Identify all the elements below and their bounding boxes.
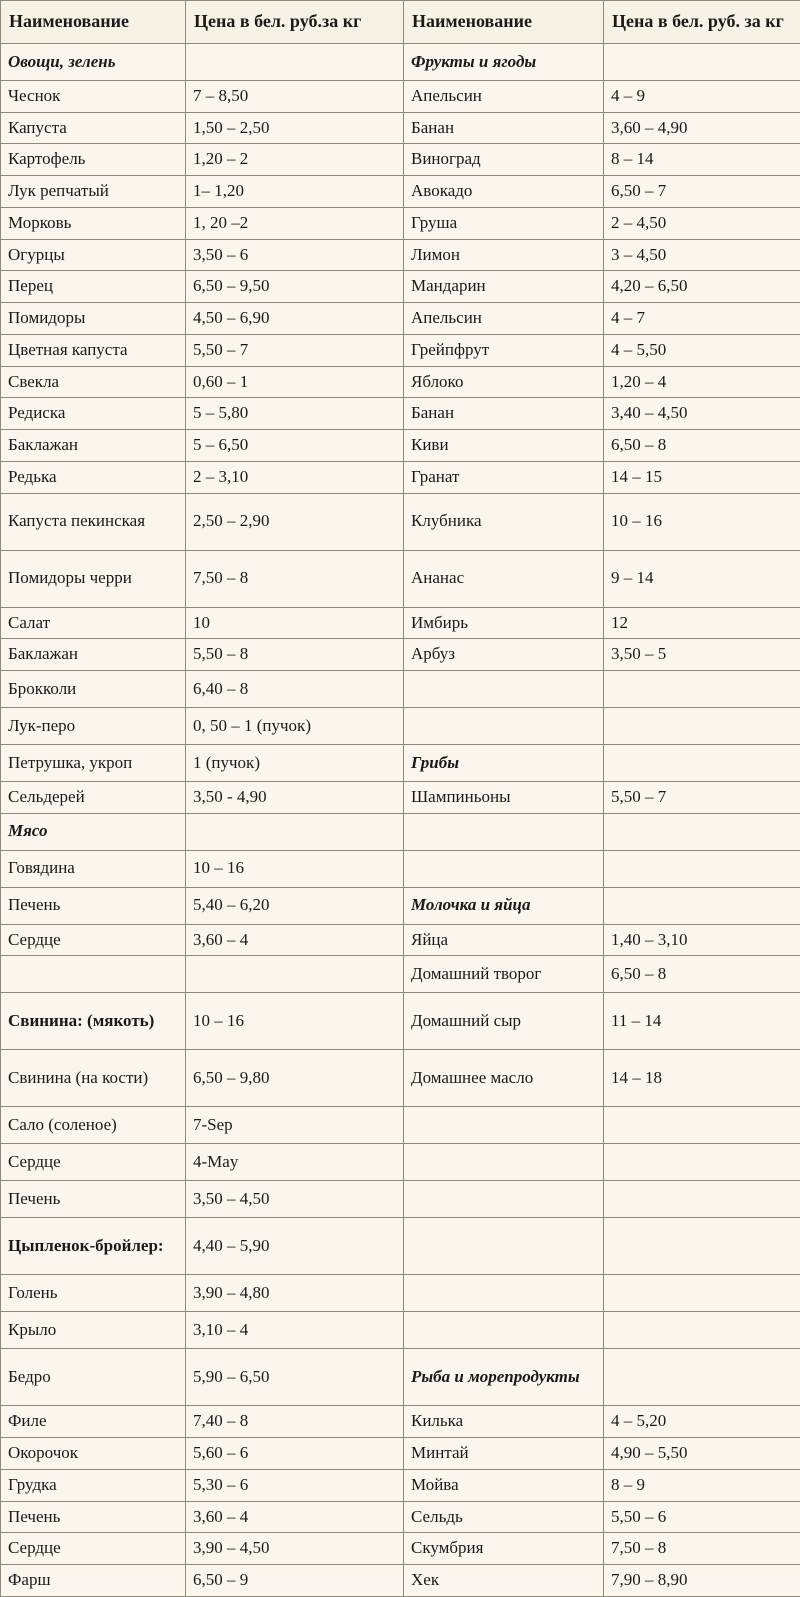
item-name-cell: Шампиньоны xyxy=(404,781,604,813)
item-name-cell: Лимон xyxy=(404,239,604,271)
table-row xyxy=(1,1181,800,1218)
item-name-cell: Свинина: (мякоть) xyxy=(1,993,186,1050)
item-price-cell: 3,90 – 4,80 xyxy=(186,1275,404,1312)
table-row xyxy=(1,176,800,208)
column-header-price-left: Цена в бел. руб.за кг xyxy=(186,1,404,44)
item-price-cell: 7,50 – 8 xyxy=(604,1533,800,1565)
item-name-cell: Клубника xyxy=(404,493,604,550)
section-header-cell: Грибы xyxy=(404,744,604,781)
item-name-cell: Лук репчатый xyxy=(1,176,186,208)
item-name-cell xyxy=(404,850,604,887)
table-row xyxy=(1,461,800,493)
item-name-cell: Цветная капуста xyxy=(1,334,186,366)
item-name-cell: Свекла xyxy=(1,366,186,398)
item-price-cell xyxy=(604,1107,800,1144)
item-price-cell: 4,90 – 5,50 xyxy=(604,1438,800,1470)
table-row xyxy=(1,334,800,366)
item-name-cell: Килька xyxy=(404,1406,604,1438)
item-name-cell: Чеснок xyxy=(1,80,186,112)
table-row xyxy=(1,887,800,924)
item-price-cell: 9 – 14 xyxy=(604,550,800,607)
item-price-cell: 7-Sep xyxy=(186,1107,404,1144)
item-price-cell: 5,50 – 6 xyxy=(604,1501,800,1533)
item-price-cell: 3,50 – 5 xyxy=(604,639,800,671)
item-name-cell: Сердце xyxy=(1,1144,186,1181)
item-price-cell: 10 xyxy=(186,607,404,639)
item-price-cell: 3,60 – 4,90 xyxy=(604,112,800,144)
table-row xyxy=(1,366,800,398)
item-name-cell: Свинина (на кости) xyxy=(1,1050,186,1107)
item-price-cell: 6,50 – 9 xyxy=(186,1565,404,1597)
item-name-cell xyxy=(404,1107,604,1144)
item-name-cell: Гранат xyxy=(404,461,604,493)
item-price-cell: 6,50 – 9,80 xyxy=(186,1050,404,1107)
item-price-cell xyxy=(604,1144,800,1181)
item-price-cell: 10 – 16 xyxy=(186,993,404,1050)
table-row xyxy=(1,1218,800,1275)
table-row xyxy=(1,303,800,335)
item-name-cell: Огурцы xyxy=(1,239,186,271)
item-name-cell: Домашний творог xyxy=(404,956,604,993)
table-body xyxy=(1,43,800,1596)
item-price-cell: 4 – 9 xyxy=(604,80,800,112)
item-price-cell: 1,20 – 2 xyxy=(186,144,404,176)
item-name-cell: Сало (соленое) xyxy=(1,1107,186,1144)
item-name-cell: Авокадо xyxy=(404,176,604,208)
item-price-cell: 7,50 – 8 xyxy=(186,550,404,607)
item-name-cell: Баклажан xyxy=(1,639,186,671)
item-name-cell: Помидоры черри xyxy=(1,550,186,607)
table-row xyxy=(1,813,800,850)
item-price-cell: 3 – 4,50 xyxy=(604,239,800,271)
table-row xyxy=(1,1565,800,1597)
item-name-cell: Лук-перо xyxy=(1,707,186,744)
item-name-cell: Морковь xyxy=(1,207,186,239)
item-name-cell: Салат xyxy=(1,607,186,639)
table-row xyxy=(1,850,800,887)
item-price-cell: 1,50 – 2,50 xyxy=(186,112,404,144)
item-name-cell: Ананас xyxy=(404,550,604,607)
item-price-cell xyxy=(604,707,800,744)
item-price-cell: 3,10 – 4 xyxy=(186,1312,404,1349)
item-name-cell: Капуста пекинская xyxy=(1,493,186,550)
item-name-cell: Картофель xyxy=(1,144,186,176)
item-name-cell xyxy=(404,1275,604,1312)
item-price-cell xyxy=(604,1312,800,1349)
item-price-cell xyxy=(604,887,800,924)
item-price-cell: 6,50 – 7 xyxy=(604,176,800,208)
item-price-cell: 2,50 – 2,90 xyxy=(186,493,404,550)
item-name-cell: Домашний сыр xyxy=(404,993,604,1050)
item-name-cell: Сельдерей xyxy=(1,781,186,813)
item-price-cell: 14 – 18 xyxy=(604,1050,800,1107)
table-row xyxy=(1,271,800,303)
table-row xyxy=(1,1144,800,1181)
table-row xyxy=(1,1107,800,1144)
table-row xyxy=(1,993,800,1050)
table-row xyxy=(1,670,800,707)
item-price-cell: 4 – 7 xyxy=(604,303,800,335)
item-price-cell xyxy=(186,43,404,80)
item-name-cell: Баклажан xyxy=(1,430,186,462)
item-name-cell: Яйца xyxy=(404,924,604,956)
item-price-cell: 6,40 – 8 xyxy=(186,670,404,707)
item-price-cell xyxy=(604,1218,800,1275)
item-name-cell xyxy=(404,707,604,744)
table-row xyxy=(1,493,800,550)
item-price-cell: 14 – 15 xyxy=(604,461,800,493)
item-price-cell: 5,30 – 6 xyxy=(186,1469,404,1501)
item-price-cell: 6,50 – 8 xyxy=(604,956,800,993)
table-row xyxy=(1,1406,800,1438)
table-row xyxy=(1,1050,800,1107)
table-row xyxy=(1,1312,800,1349)
item-name-cell: Сердце xyxy=(1,1533,186,1565)
item-name-cell: Сердце xyxy=(1,924,186,956)
item-price-cell xyxy=(604,850,800,887)
item-price-cell: 4 – 5,20 xyxy=(604,1406,800,1438)
item-price-cell: 10 – 16 xyxy=(604,493,800,550)
item-name-cell xyxy=(404,1218,604,1275)
item-name-cell: Цыпленок-бройлер: xyxy=(1,1218,186,1275)
table-row xyxy=(1,924,800,956)
item-name-cell: Груша xyxy=(404,207,604,239)
item-price-cell: 4,50 – 6,90 xyxy=(186,303,404,335)
item-price-cell: 7,90 – 8,90 xyxy=(604,1565,800,1597)
table-row xyxy=(1,1469,800,1501)
item-price-cell: 1– 1,20 xyxy=(186,176,404,208)
item-price-cell: 5 – 5,80 xyxy=(186,398,404,430)
item-name-cell xyxy=(404,813,604,850)
item-name-cell: Яблоко xyxy=(404,366,604,398)
item-name-cell: Скумбрия xyxy=(404,1533,604,1565)
item-price-cell: 11 – 14 xyxy=(604,993,800,1050)
item-name-cell: Голень xyxy=(1,1275,186,1312)
item-name-cell xyxy=(1,956,186,993)
item-name-cell: Минтай xyxy=(404,1438,604,1470)
item-name-cell: Говядина xyxy=(1,850,186,887)
table-row xyxy=(1,781,800,813)
item-name-cell xyxy=(404,1312,604,1349)
table-row xyxy=(1,398,800,430)
item-price-cell: 2 – 4,50 xyxy=(604,207,800,239)
section-header-cell: Мясо xyxy=(1,813,186,850)
item-price-cell: 3,60 – 4 xyxy=(186,1501,404,1533)
item-name-cell: Крыло xyxy=(1,1312,186,1349)
header-row xyxy=(1,1,800,44)
item-price-cell: 7,40 – 8 xyxy=(186,1406,404,1438)
item-price-cell: 0, 50 – 1 (пучок) xyxy=(186,707,404,744)
item-price-cell: 5,60 – 6 xyxy=(186,1438,404,1470)
table-row xyxy=(1,744,800,781)
item-price-cell: 5 – 6,50 xyxy=(186,430,404,462)
item-name-cell: Печень xyxy=(1,1181,186,1218)
item-name-cell: Окорочок xyxy=(1,1438,186,1470)
table-row xyxy=(1,1501,800,1533)
item-price-cell: 8 – 9 xyxy=(604,1469,800,1501)
item-name-cell: Грудка xyxy=(1,1469,186,1501)
item-price-cell: 4 – 5,50 xyxy=(604,334,800,366)
column-header-name-left: Наименование xyxy=(1,1,186,44)
column-header-price-right: Цена в бел. руб. за кг xyxy=(604,1,800,44)
item-name-cell: Перец xyxy=(1,271,186,303)
table-row xyxy=(1,112,800,144)
item-price-cell xyxy=(604,670,800,707)
table-row xyxy=(1,144,800,176)
item-price-cell: 7 – 8,50 xyxy=(186,80,404,112)
item-name-cell xyxy=(404,670,604,707)
table-row xyxy=(1,550,800,607)
column-header-name-right: Наименование xyxy=(404,1,604,44)
item-price-cell xyxy=(604,1275,800,1312)
item-price-cell xyxy=(604,43,800,80)
item-name-cell: Банан xyxy=(404,398,604,430)
item-price-cell: 6,50 – 9,50 xyxy=(186,271,404,303)
item-price-cell: 5,50 – 7 xyxy=(604,781,800,813)
section-header-cell: Молочка и яйца xyxy=(404,887,604,924)
item-price-cell: 4-May xyxy=(186,1144,404,1181)
item-name-cell: Апельсин xyxy=(404,80,604,112)
item-price-cell: 3,50 - 4,90 xyxy=(186,781,404,813)
item-name-cell: Брокколи xyxy=(1,670,186,707)
item-price-cell: 5,90 – 6,50 xyxy=(186,1349,404,1406)
item-name-cell: Апельсин xyxy=(404,303,604,335)
item-price-cell xyxy=(604,1349,800,1406)
item-price-cell: 1,20 – 4 xyxy=(604,366,800,398)
item-price-cell: 5,50 – 8 xyxy=(186,639,404,671)
section-header-cell: Фрукты и ягоды xyxy=(404,43,604,80)
item-price-cell: 5,40 – 6,20 xyxy=(186,887,404,924)
item-price-cell xyxy=(186,956,404,993)
item-name-cell xyxy=(404,1181,604,1218)
item-name-cell: Филе xyxy=(1,1406,186,1438)
item-name-cell: Петрушка, укроп xyxy=(1,744,186,781)
item-name-cell: Печень xyxy=(1,1501,186,1533)
table-row xyxy=(1,1533,800,1565)
table-row xyxy=(1,1438,800,1470)
item-price-cell: 3,60 – 4 xyxy=(186,924,404,956)
item-price-cell: 3,40 – 4,50 xyxy=(604,398,800,430)
item-name-cell: Капуста xyxy=(1,112,186,144)
item-price-cell: 5,50 – 7 xyxy=(186,334,404,366)
item-price-cell: 8 – 14 xyxy=(604,144,800,176)
table-row xyxy=(1,239,800,271)
section-header-cell: Овощи, зелень xyxy=(1,43,186,80)
item-name-cell: Бедро xyxy=(1,1349,186,1406)
item-price-cell: 1, 20 –2 xyxy=(186,207,404,239)
item-name-cell: Сельдь xyxy=(404,1501,604,1533)
table-row xyxy=(1,207,800,239)
table-row xyxy=(1,80,800,112)
item-price-cell: 10 – 16 xyxy=(186,850,404,887)
item-name-cell: Фарш xyxy=(1,1565,186,1597)
table-row xyxy=(1,707,800,744)
item-price-cell: 2 – 3,10 xyxy=(186,461,404,493)
item-name-cell: Мойва xyxy=(404,1469,604,1501)
item-price-cell: 6,50 – 8 xyxy=(604,430,800,462)
table-row xyxy=(1,1349,800,1406)
item-name-cell: Имбирь xyxy=(404,607,604,639)
item-name-cell: Печень xyxy=(1,887,186,924)
item-name-cell: Редиска xyxy=(1,398,186,430)
item-price-cell: 0,60 – 1 xyxy=(186,366,404,398)
section-header-cell: Рыба и морепродукты xyxy=(404,1349,604,1406)
item-price-cell: 3,50 – 6 xyxy=(186,239,404,271)
item-name-cell xyxy=(404,1144,604,1181)
item-price-cell: 3,90 – 4,50 xyxy=(186,1533,404,1565)
item-name-cell: Киви xyxy=(404,430,604,462)
item-name-cell: Банан xyxy=(404,112,604,144)
item-price-cell: 4,20 – 6,50 xyxy=(604,271,800,303)
table-row xyxy=(1,1275,800,1312)
item-price-cell: 3,50 – 4,50 xyxy=(186,1181,404,1218)
item-name-cell: Грейпфрут xyxy=(404,334,604,366)
item-price-cell xyxy=(604,1181,800,1218)
table-row xyxy=(1,430,800,462)
table-row xyxy=(1,639,800,671)
item-price-cell xyxy=(186,813,404,850)
item-name-cell: Виноград xyxy=(404,144,604,176)
item-name-cell: Мандарин xyxy=(404,271,604,303)
item-name-cell: Домашнее масло xyxy=(404,1050,604,1107)
item-name-cell: Арбуз xyxy=(404,639,604,671)
item-price-cell: 4,40 – 5,90 xyxy=(186,1218,404,1275)
table-row xyxy=(1,607,800,639)
item-name-cell: Редька xyxy=(1,461,186,493)
item-name-cell: Помидоры xyxy=(1,303,186,335)
table-header xyxy=(1,1,800,44)
table-row xyxy=(1,956,800,993)
item-price-cell: 1,40 – 3,10 xyxy=(604,924,800,956)
item-price-cell: 12 xyxy=(604,607,800,639)
item-name-cell: Хек xyxy=(404,1565,604,1597)
table-row xyxy=(1,43,800,80)
item-price-cell xyxy=(604,744,800,781)
item-price-cell: 1 (пучок) xyxy=(186,744,404,781)
item-price-cell xyxy=(604,813,800,850)
